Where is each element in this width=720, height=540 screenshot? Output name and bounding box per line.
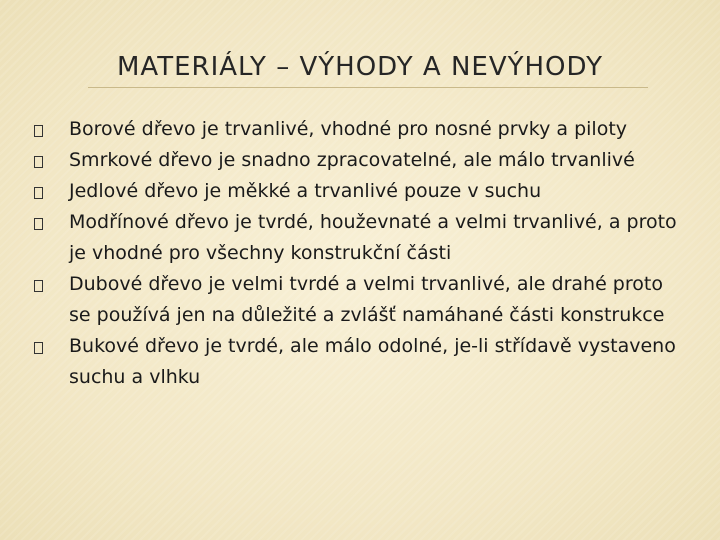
title-divider [88, 87, 648, 88]
bullet-item-smrkove [34, 145, 684, 176]
bullet-square-icon [34, 187, 43, 199]
bullet-item-borove [34, 114, 684, 145]
bullet-item-dubove [34, 269, 684, 331]
bullet-text: Borové dřevo je trvanlivé, vhodné pro nosné prvky a piloty [69, 118, 628, 140]
bullet-item-bukove [34, 331, 684, 393]
bullet-square-icon [34, 342, 43, 354]
bullet-square-icon [34, 218, 43, 230]
bullet-text: Modřínové dřevo je tvrdé, houževnaté a velmi trvanlivé, a proto je vhodné pro všechny konstrukční části [69, 211, 677, 264]
bullet-item-jedlove [34, 176, 684, 207]
bullet-list [34, 114, 684, 393]
bullet-square-icon [34, 156, 43, 168]
bullet-square-icon [34, 125, 43, 137]
bullet-square-icon [34, 280, 43, 292]
bullet-item-modrinove [34, 207, 684, 269]
slide-title: MATERIÁLY – VÝHODY A NEVÝHODY [117, 52, 603, 82]
bullet-text: Dubové dřevo je velmi tvrdé a velmi trvanlivé, ale drahé proto se používá jen na důležité a zvlášť namáhané části konstrukce [69, 273, 665, 326]
bullet-text: Bukové dřevo je tvrdé, ale málo odolné, je-li střídavě vystaveno suchu a vlhku [69, 335, 676, 388]
bullet-text: Smrkové dřevo je snadno zpracovatelné, ale málo trvanlivé [69, 149, 635, 171]
bullet-text: Jedlové dřevo je měkké a trvanlivé pouze v suchu [69, 180, 542, 202]
